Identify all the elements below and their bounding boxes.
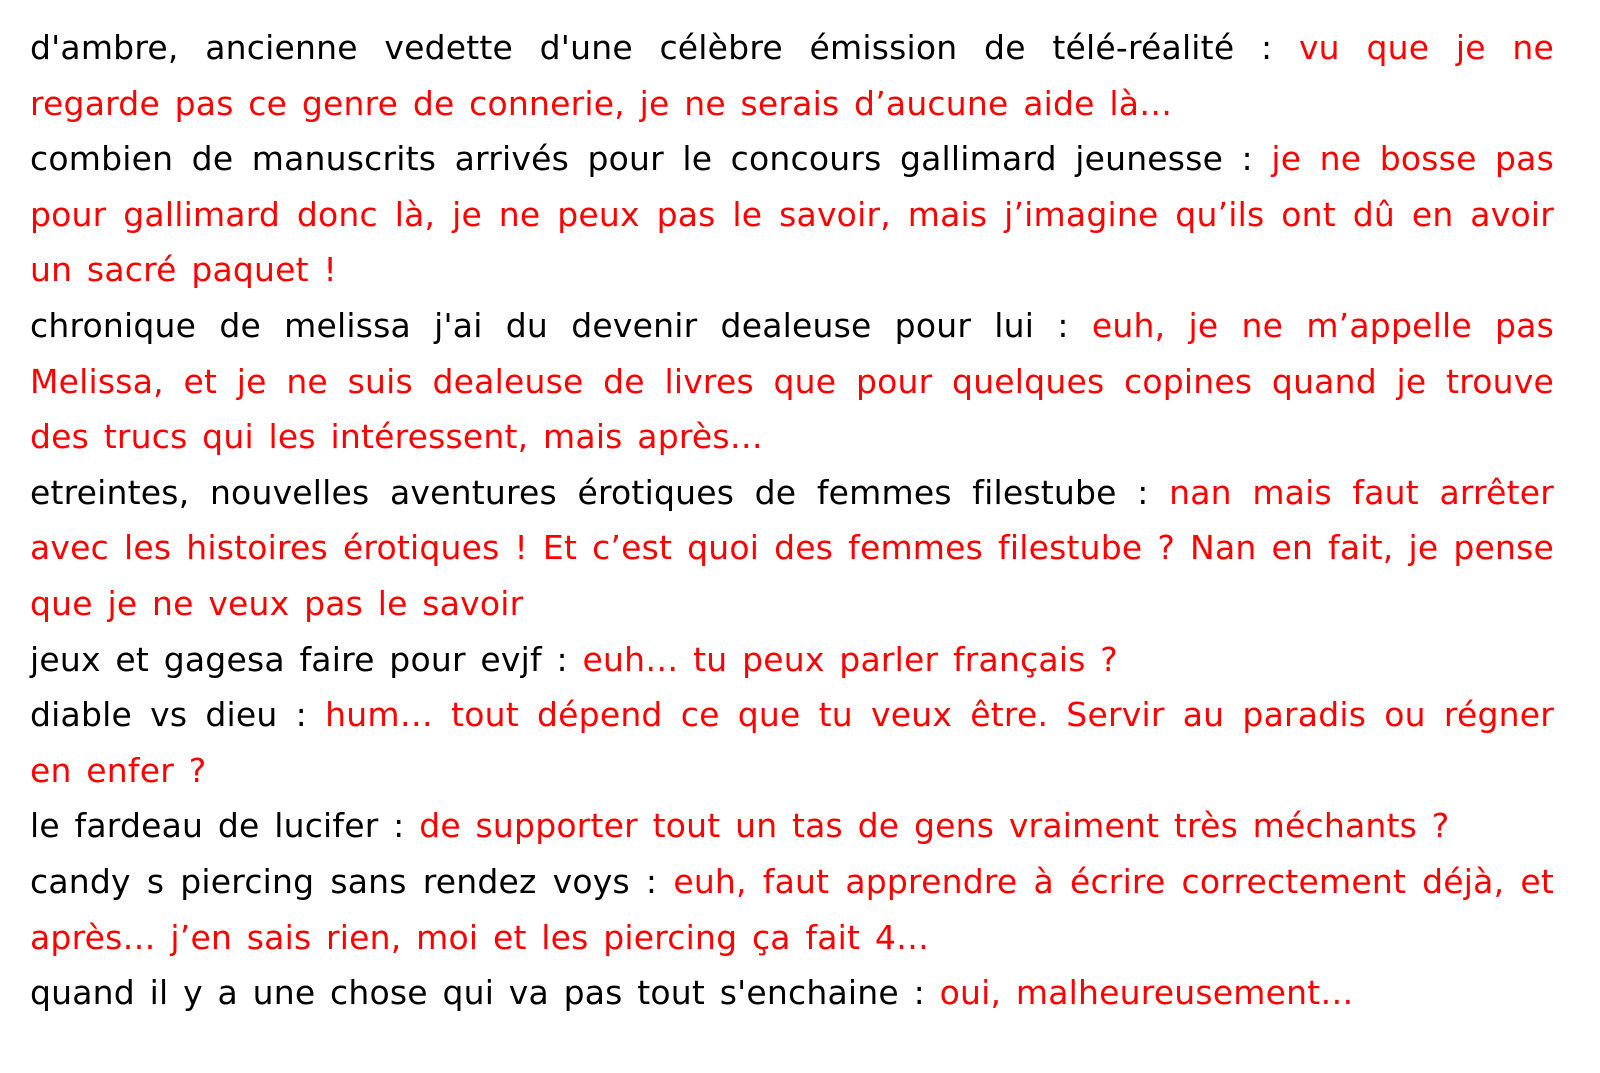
answer-text: euh, faut apprendre à écrire correctement déjà, et après… j’en sais rien, moi et les piercing ça fait 4… [30, 861, 1554, 957]
search-query: jeux et gagesa faire pour evjf : [30, 639, 568, 679]
search-query: diable vs dieu : [30, 695, 307, 735]
answer-text: je ne bosse pas pour gallimard donc là, je ne peux pas le savoir, mais j’imagine qu’ils ont dû en avoir un sacré paquet ! [30, 139, 1554, 290]
entry-piercing [30, 854, 1554, 965]
answer-text: euh, je ne m’appelle pas Melissa, et je ne suis dealeuse de livres que pour quelques copines quand je trouve des trucs qui les intéressent, mais après… [30, 305, 1554, 457]
search-query: quand il y a une chose qui va pas tout s'enchaine : [30, 973, 925, 1013]
entry-enchaine [30, 965, 1554, 1021]
answer-text: nan mais faut arrêter avec les histoires érotiques ! Et c’est quoi des femmes filestube ? Nan en fait, je pense que je ne veux pas le savoir [30, 472, 1555, 623]
entry-ambre [30, 20, 1554, 131]
entry-gallimard [30, 131, 1554, 298]
answer-text: hum… tout dépend ce que tu veux être. Servir au paradis ou régner en enfer ? [30, 695, 1554, 790]
search-query: le fardeau de lucifer : [30, 806, 405, 846]
answer-text: euh… tu peux parler français ? [582, 639, 1119, 679]
answer-text: vu que je ne regarde pas ce genre de connerie, je ne serais d’aucune aide là… [30, 28, 1554, 123]
entry-evjf [30, 632, 1554, 688]
search-query: combien de manuscrits arrivés pour le concours gallimard jeunesse : [30, 139, 1253, 179]
entry-diable-dieu [30, 687, 1554, 798]
answer-text: oui, malheureusement… [939, 973, 1354, 1013]
answer-text: de supporter tout un tas de gens vraiment très méchants ? [419, 806, 1450, 846]
entry-lucifer [30, 798, 1554, 854]
search-query: etreintes, nouvelles aventures érotiques de femmes filestube : [30, 472, 1149, 512]
entry-melissa [30, 298, 1554, 465]
search-query: d'ambre, ancienne vedette d'une célèbre émission de télé-réalité : [30, 28, 1273, 67]
search-query: chronique de melissa j'ai du devenir dealeuse pour lui : [30, 305, 1069, 345]
search-query: candy s piercing sans rendez voys : [30, 861, 658, 901]
entry-etreintes [30, 465, 1554, 632]
